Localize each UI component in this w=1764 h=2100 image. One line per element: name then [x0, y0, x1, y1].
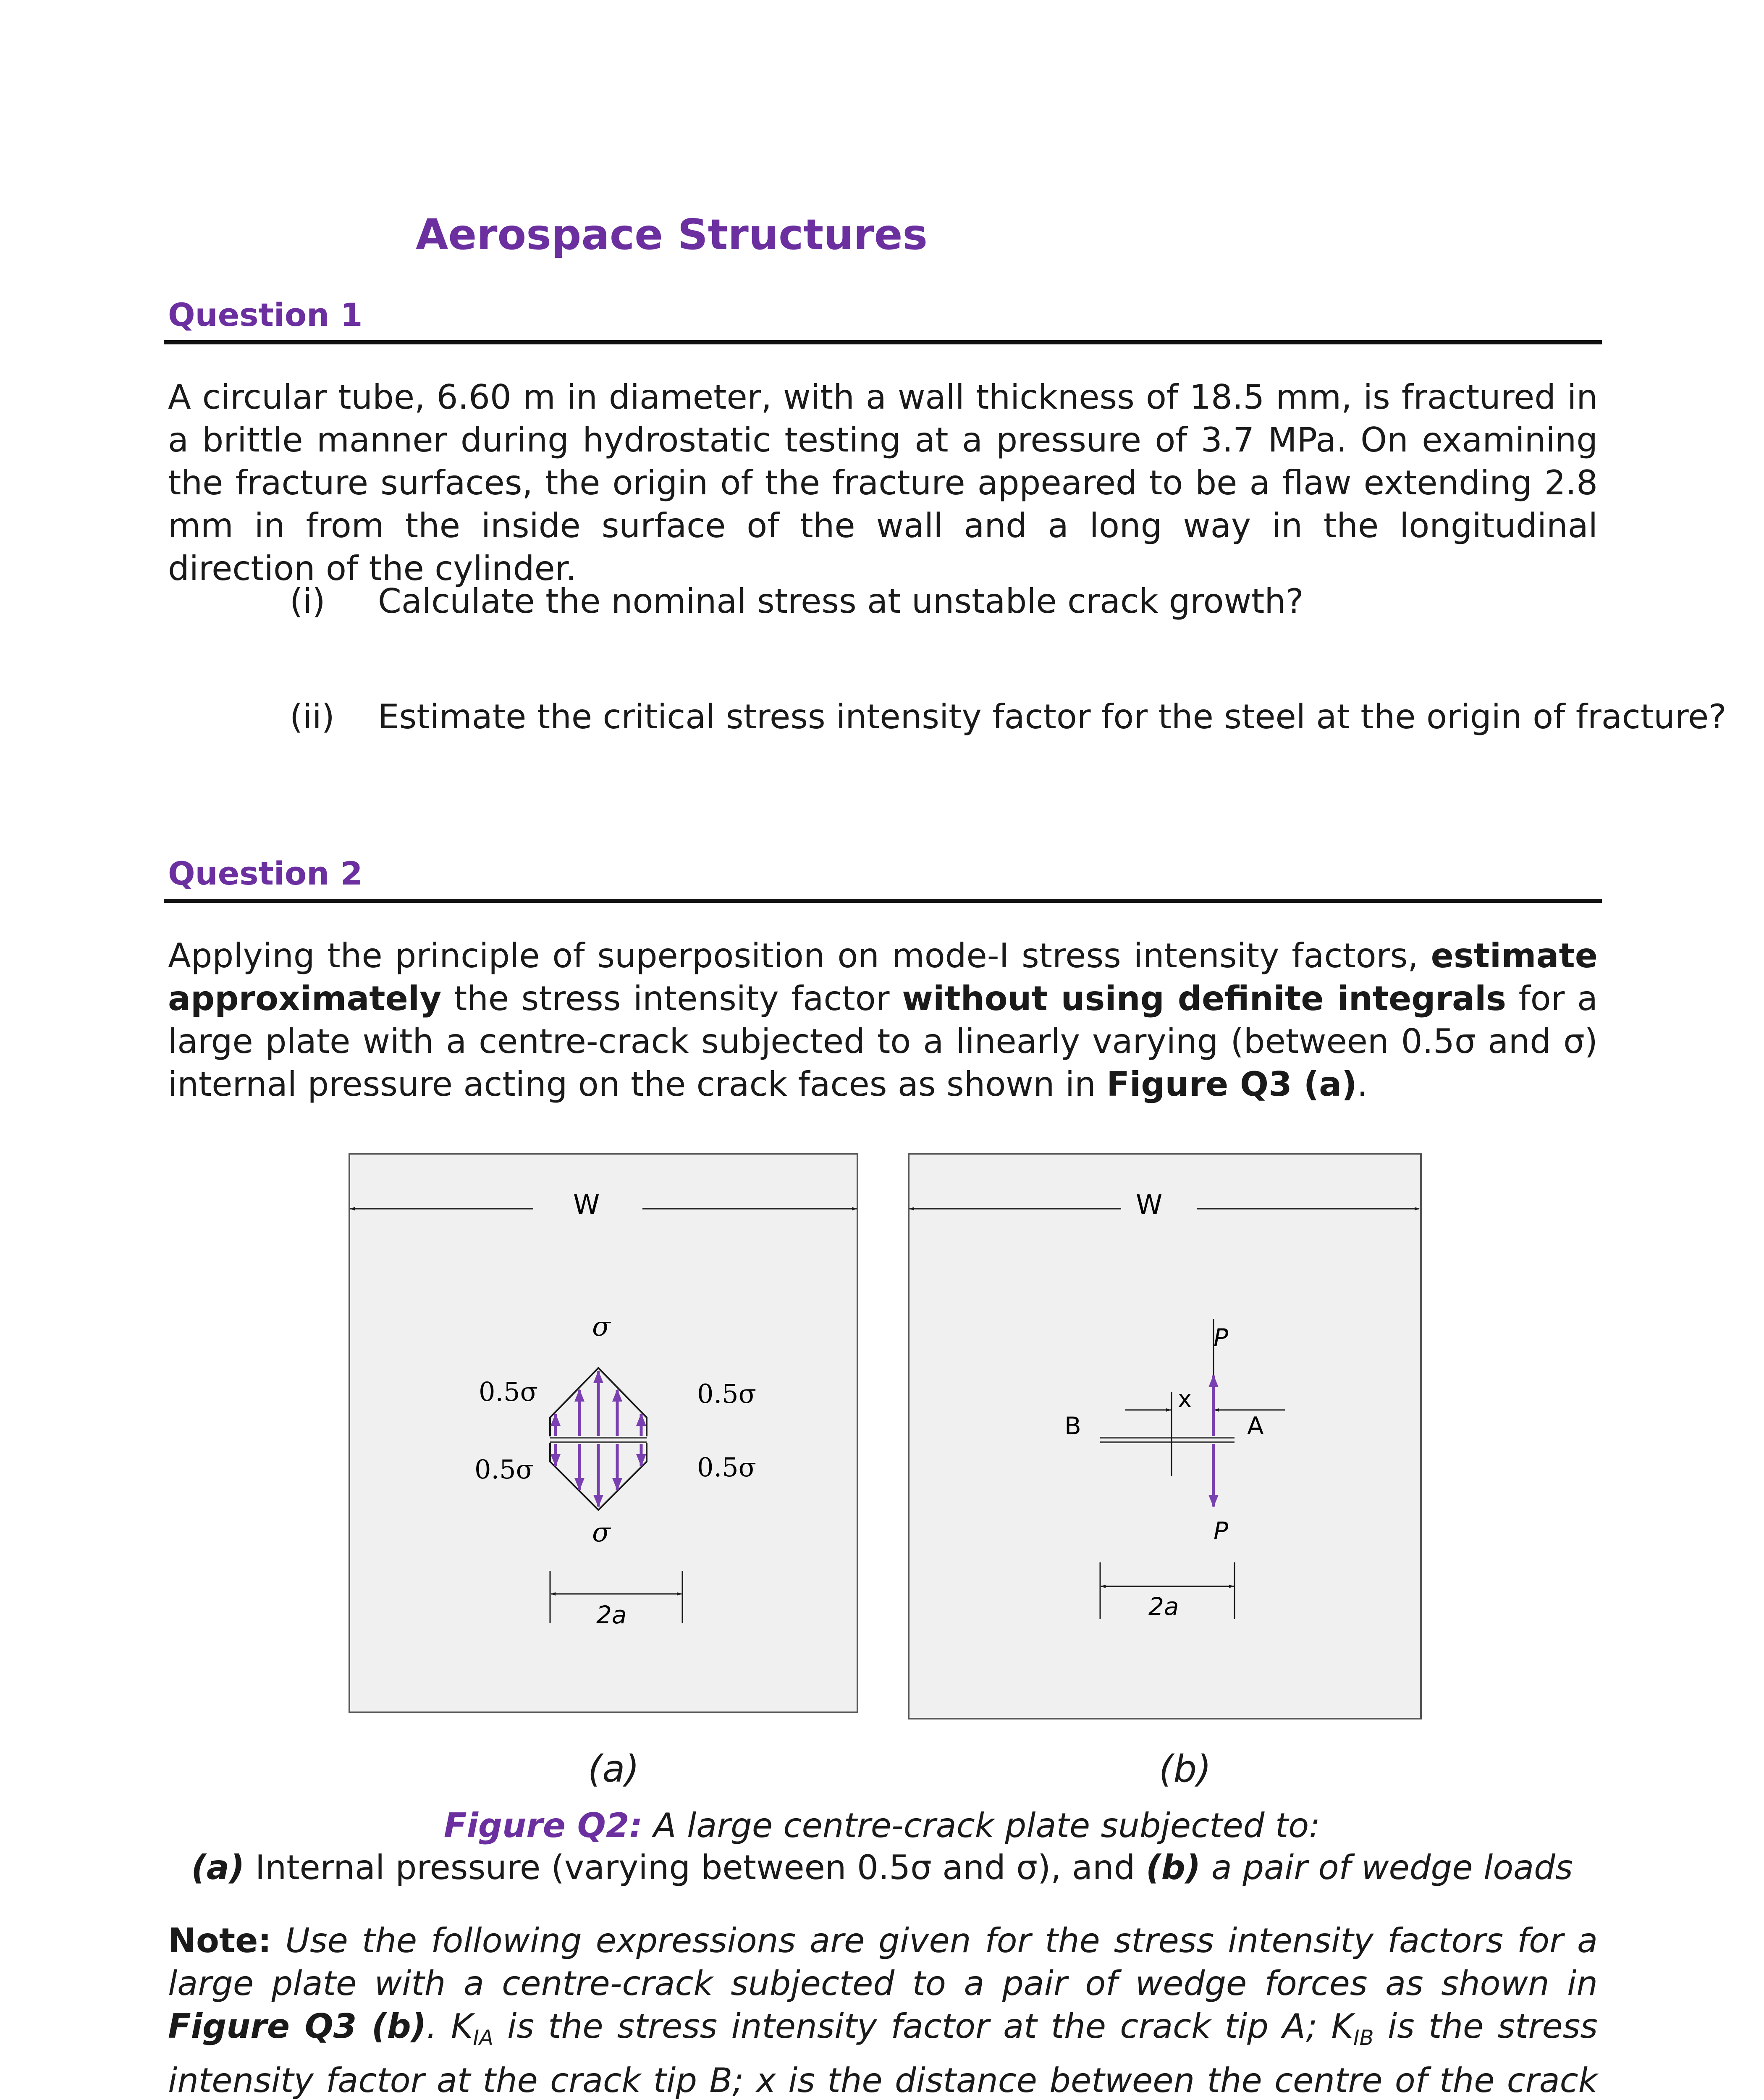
question-1-heading: Question 1 [168, 296, 363, 333]
q2-text-2: the stress intensity factor [453, 979, 890, 1018]
p-bottom-label: P [1214, 1517, 1228, 1545]
q2-bold-2: without using definite integrals [902, 979, 1506, 1018]
tip-a-label: A [1247, 1412, 1264, 1440]
caption-b-marker: (b) [1145, 1848, 1201, 1887]
right-top-label: 0.5σ [697, 1378, 756, 1409]
item-2-text: Estimate the critical stress intensity factor for the steel at the origin of fracture? [378, 697, 1727, 736]
sigma-top-label: σ [592, 1311, 611, 1342]
question-2-rule [164, 899, 1602, 903]
note-text-3: is the stress intensity factor at the crack tip A; K [493, 2007, 1354, 2046]
note-text-1: Use the following expressions are given for the stress intensity factors for a large plate with a centre-crack subjected to a pair of wedge forces as shown in [168, 1921, 1598, 2003]
w-label-b: W [1136, 1189, 1163, 1221]
figure-a [344, 1149, 865, 1720]
figure-a-sublabel: (a) [588, 1747, 640, 1790]
width-label-b: 2a [1148, 1592, 1179, 1621]
width-label-a: 2a [596, 1601, 627, 1629]
item-2-number: (ii) [290, 697, 335, 736]
right-bottom-label: 0.5σ [697, 1452, 756, 1483]
caption-b-text: a pair of wedge loads [1211, 1848, 1573, 1887]
left-bottom-label: 0.5σ [474, 1454, 534, 1485]
left-top-label: 0.5σ [479, 1376, 538, 1407]
caption-a-text: Internal pressure (varying between 0.5σ and σ), and [255, 1848, 1135, 1887]
plate-b [909, 1154, 1421, 1719]
q2-figure-ref: Figure Q3 (a) [1106, 1065, 1357, 1104]
figure-caption-line-1 [0, 1806, 1764, 1845]
p-top-label: P [1214, 1323, 1228, 1352]
q2-text-1: Applying the principle of superposition on mode-I stress intensity factors, [168, 936, 1418, 975]
note-label: Note: [168, 1921, 272, 1960]
figure-caption-line-2 [0, 1848, 1764, 1887]
item-1-text: Calculate the nominal stress at unstable crack growth? [378, 582, 1304, 621]
note-text-2: . K [426, 2007, 473, 2046]
question-1-rule [164, 340, 1602, 344]
question-2-heading: Question 2 [168, 855, 363, 892]
figure-caption-text: A large centre-crack plate subjected to: [653, 1806, 1321, 1845]
tip-b-label: B [1064, 1412, 1081, 1440]
figure-b [903, 1149, 1423, 1724]
note-sub-ia: IA [473, 2026, 493, 2050]
q2-text-4: . [1357, 1065, 1368, 1104]
figure-caption-label: Figure Q2: [443, 1806, 643, 1845]
note-paragraph [168, 1919, 1598, 2100]
note-figure-ref: Figure Q3 (b) [168, 2007, 427, 2046]
item-1-number: (i) [290, 582, 325, 621]
note-text-4: is the stress intensity factor at the crack tip B; x is the distance between the centre of the crack [168, 2007, 1598, 2100]
sigma-bottom-label: σ [592, 1517, 611, 1548]
page-title: Aerospace Structures [416, 210, 928, 259]
question-1-body: A circular tube, 6.60 m in diameter, with a wall thickness of 18.5 mm, is fractured in a brittle manner during hydrostatic testing at a pressure of 3.7 MPa. On examining the fracture surfaces, the origin of the fracture appeared to be a flaw extending 2.8 mm in from the inside surface of the wall and a long way in the longitudinal direction of the cylinder. [168, 378, 1598, 588]
w-label-a: W [573, 1189, 600, 1221]
q2-bold-1: estimate approximately [168, 936, 1598, 1018]
x-label: x [1178, 1386, 1192, 1413]
q2-text-3: for a large plate with a centre-crack subjected to a linearly varying (between 0.5σ and σ) internal pressure acting on the crack faces as shown in [168, 979, 1598, 1104]
question-2-body [168, 934, 1598, 1106]
note-sub-ib: IB [1353, 2026, 1374, 2050]
caption-a-marker: (a) [191, 1848, 245, 1887]
figure-b-sublabel: (b) [1159, 1747, 1211, 1790]
